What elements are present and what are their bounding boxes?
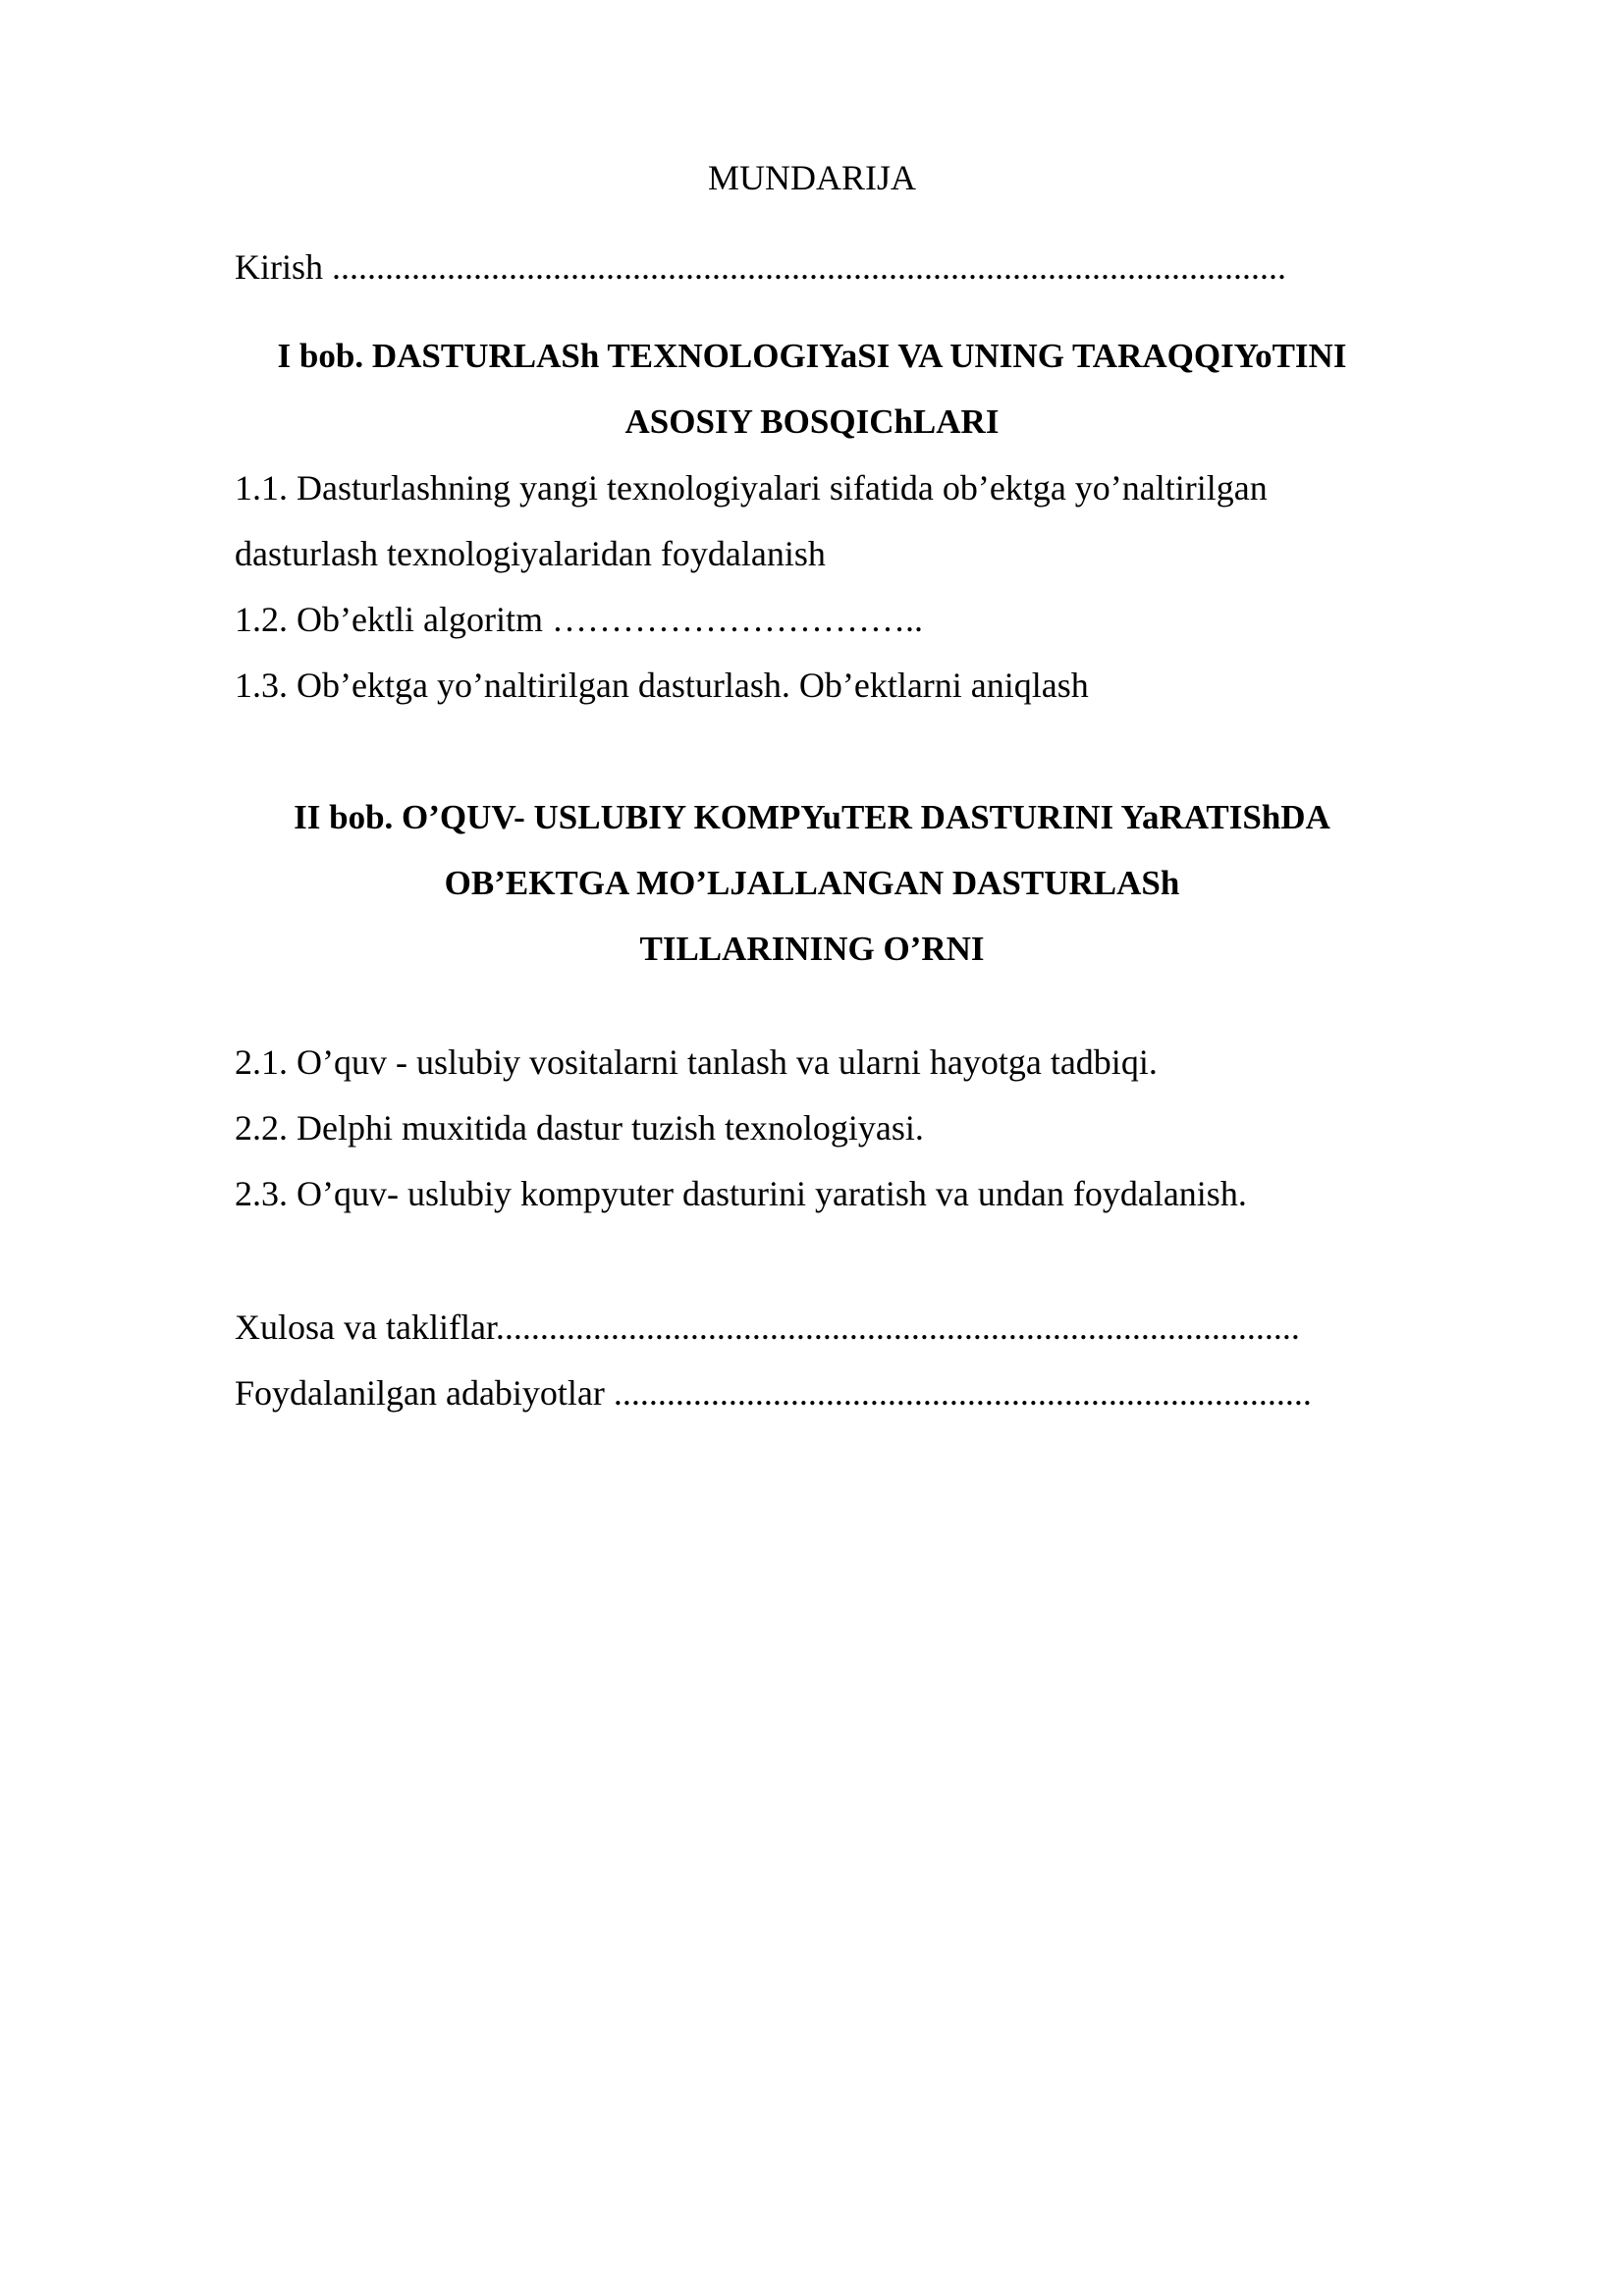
page-title: MUNDARIJA xyxy=(707,158,916,197)
chapter2-heading-line1: II bob. O’QUV- USLUBIY KOMPYuTER DASTURINI YaRATIShDA xyxy=(294,798,1330,836)
toc-conclusion: Xulosa va takliflar........................................................................................... xyxy=(235,1308,1300,1347)
toc-item-1-1-line1: 1.1. Dasturlashning yangi texnologiyalari sifatida ob’ektga yo’naltirilgan xyxy=(235,468,1268,507)
toc-item-2-3: 2.3. O’quv- uslubiy kompyuter dasturini yaratish va undan foydalanish. xyxy=(235,1174,1247,1213)
toc-item-2-1: 2.1. O’quv - uslubiy vositalarni tanlash va ularni hayotga tadbiqi. xyxy=(235,1042,1158,1082)
toc-item-1-2: 1.2. Ob’ektli algoritm ………………………….. xyxy=(235,600,923,639)
toc-item-1-1-line2: dasturlash texnologiyalaridan foydalanish xyxy=(235,534,826,573)
chapter2-heading-line3: TILLARINING O’RNI xyxy=(639,930,985,968)
toc-references: Foydalanilgan adabiyotlar ............................................................................... xyxy=(235,1373,1312,1413)
chapter1-heading-line2: ASOSIY BOSQIChLARI xyxy=(624,402,1000,441)
toc-intro: Kirish ............................................................................................................ xyxy=(235,247,1286,287)
toc-item-1-3: 1.3. Ob’ektga yo’naltirilgan dasturlash. Ob’ektlarni aniqlash xyxy=(235,666,1089,705)
chapter2-heading-line2: OB’EKTGA MO’LJALLANGAN DASTURLASh xyxy=(444,864,1180,902)
toc-item-2-2: 2.2. Delphi muxitida dastur tuzish texnologiyasi. xyxy=(235,1108,924,1148)
chapter1-heading-line1: I bob. DASTURLASh TEXNOLOGIYaSI VA UNING TARAQQIYoTINI xyxy=(277,337,1347,375)
